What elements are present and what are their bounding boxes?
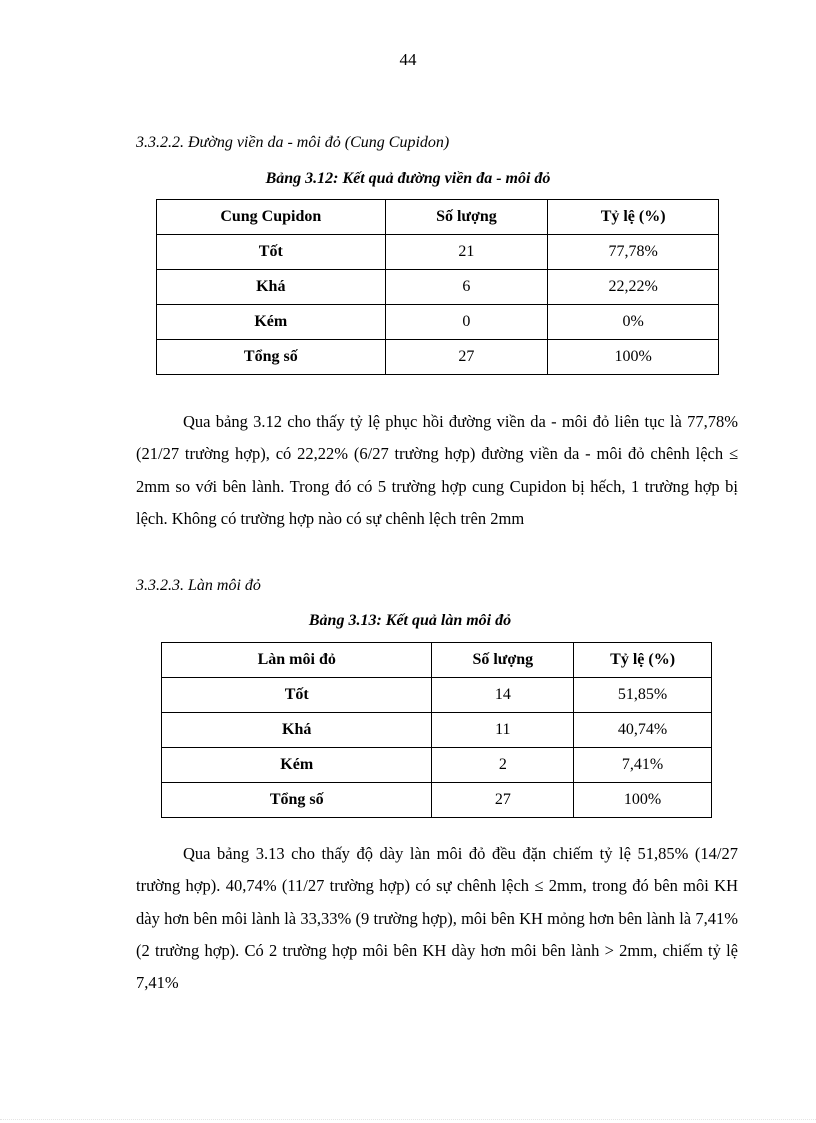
row-label: Khá [157,270,386,305]
row-label: Tổng số [162,783,432,818]
column-header: Số lượng [385,200,548,235]
count-cell: 2 [432,748,574,783]
percent-cell: 22,22% [548,270,719,305]
table-header-row [162,643,712,678]
table-row [157,270,719,305]
section-heading-cupidon: 3.3.2.2. Đường viền da - môi đỏ (Cung Cupidon) [136,134,450,151]
paragraph-text: Qua bảng 3.12 cho thấy tỷ lệ phục hồi đường viền da - môi đỏ liên tục là 77,78% (21/27 trường hợp), có 22,22% (6/27 trường hợp) đường viền da - môi đỏ chênh lệch ≤ 2mm so với bên lành. Trong đó có 5 trường hợp cung Cupidon bị hếch, 1 trường hợp bị lệch. Không có trường hợp nào có sự chênh lệch trên 2mm [136,412,738,528]
table-caption-3-12: Bảng 3.12: Kết quả đường viền đa - môi đỏ [265,170,551,187]
percent-cell: 40,74% [574,713,712,748]
table-row [162,678,712,713]
percent-cell: 0% [548,305,719,340]
table-row [157,235,719,270]
percent-cell: 51,85% [574,678,712,713]
table-row [162,748,712,783]
table-row [157,305,719,340]
table-row [162,783,712,818]
count-cell: 27 [385,340,548,375]
column-header: Tỷ lệ (%) [574,643,712,678]
section-heading-lan-moi-do: 3.3.2.3. Làn môi đỏ [136,577,261,594]
row-label: Tốt [157,235,386,270]
row-label: Khá [162,713,432,748]
column-header: Số lượng [432,643,574,678]
row-label: Kém [157,305,386,340]
row-label: Tốt [162,678,432,713]
row-label: Tổng số [157,340,386,375]
count-cell: 6 [385,270,548,305]
table-caption-3-13: Bảng 3.13: Kết quả làn môi đỏ [308,612,512,629]
table-3-12 [156,199,719,375]
count-cell: 14 [432,678,574,713]
percent-cell: 100% [548,340,719,375]
percent-cell: 7,41% [574,748,712,783]
table-row [162,713,712,748]
column-header: Cung Cupidon [157,200,386,235]
paragraph-text: Qua bảng 3.13 cho thấy độ dày làn môi đỏ đều đặn chiếm tỷ lệ 51,85% (14/27 trường hợp). 40,74% (11/27 trường hợp) có sự chênh lệch ≤ 2mm, trong đó bên môi KH dày hơn bên môi lành là 33,33% (9 trường hợp), môi bên KH mỏng hơn bên lành là 7,41% (2 trường hợp). Có 2 trường hợp môi bên KH dày hơn môi bên lành > 2mm, chiếm tỷ lệ 7,41% [136,844,738,993]
column-header: Tỷ lệ (%) [548,200,719,235]
table-row [157,340,719,375]
page-bottom-divider [0,1119,816,1120]
count-cell: 0 [385,305,548,340]
column-header: Làn môi đỏ [162,643,432,678]
count-cell: 27 [432,783,574,818]
page-number: 44 [399,50,417,69]
table-header-row [157,200,719,235]
paragraph-3-12 [136,406,738,535]
row-label: Kém [162,748,432,783]
percent-cell: 77,78% [548,235,719,270]
count-cell: 11 [432,713,574,748]
count-cell: 21 [385,235,548,270]
table-3-13 [161,642,712,818]
percent-cell: 100% [574,783,712,818]
paragraph-3-13 [136,838,738,999]
